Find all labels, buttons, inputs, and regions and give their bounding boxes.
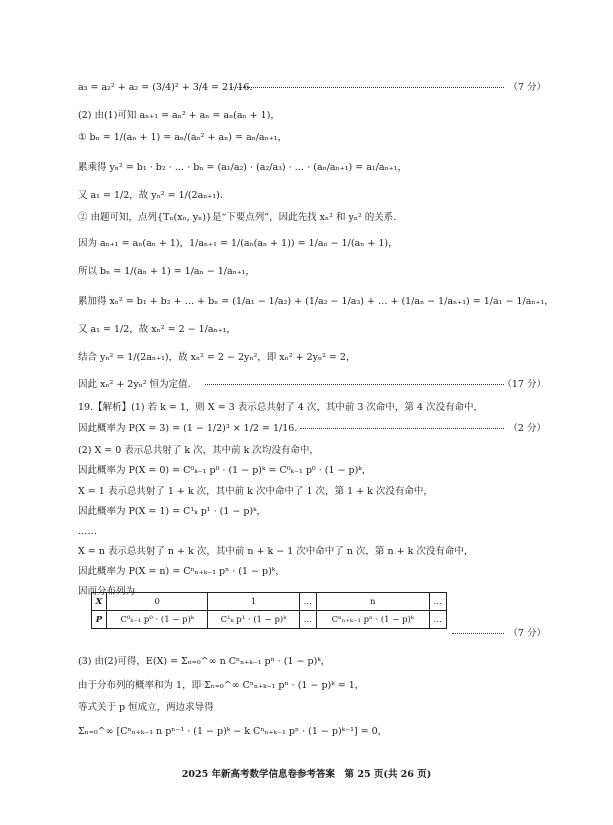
leader-dots <box>300 428 504 429</box>
line-text: X = n 表示总共射了 n + k 次，其中前 n + k − 1 次中命中了 n 次，第 n + k 次没有命中， <box>78 546 474 557</box>
text-line <box>0 652 613 672</box>
text-line <box>0 441 613 461</box>
line-text: 因此概率为 P(X = 1) = C¹ₖ p¹ · (1 − p)ᵏ， <box>78 506 267 517</box>
text-line <box>0 522 613 542</box>
line-text: 19.【解析】(1) 若 k = 1，则 X = 3 表示总共射了 4 次，其中前 3 次命中，第 4 次没有命中， <box>78 402 484 413</box>
table-cell: n <box>316 593 429 611</box>
line-text: 因此概率为 P(X = 3) = (1 − 1/2)³ × 1/2 = 1/16. <box>78 423 298 434</box>
distribution-table <box>91 592 447 629</box>
score-label: （7 分） <box>508 628 546 639</box>
text-line <box>0 502 613 522</box>
text-line <box>0 262 613 282</box>
text-line <box>0 186 613 206</box>
text-line <box>0 398 613 418</box>
text-line <box>0 722 613 742</box>
line-text: (2) X = 0 表示总共射了 k 次，其中前 k 次均没有命中， <box>78 445 319 456</box>
text-line <box>0 676 613 696</box>
table-row-x <box>92 593 447 611</box>
text-line <box>0 375 613 395</box>
line-text: Σₙ₌₀^∞ [Cⁿₙ₊ₖ₋₁ n pⁿ⁻¹ · (1 − p)ᵏ − k Cⁿₙ₊ₖ₋₁ pⁿ · (1 − p)ᵏ⁻¹] = 0， <box>78 726 388 737</box>
text-line <box>0 562 613 582</box>
text-line <box>0 78 613 98</box>
text-line <box>0 128 613 148</box>
score-label: （17 分） <box>502 379 546 390</box>
table-cell: 1 <box>208 593 299 611</box>
page-footer: 2025 年新高考数学信息卷参考答案 第 25 页(共 26 页) <box>181 769 432 780</box>
line-text: X = 1 表示总共射了 1 + k 次，其中前 k 次中命中了 1 次，第 1 + k 次没有命中， <box>78 486 433 497</box>
text-line <box>0 208 613 228</box>
line-text: …… <box>78 526 97 537</box>
table-cell: … <box>299 593 316 611</box>
line-text: (2) 由(1)可知 aₙ₊₁ = aₙ² + aₙ = aₙ(aₙ + 1)， <box>78 110 280 121</box>
text-line <box>0 461 613 481</box>
table-cell: P <box>92 611 107 629</box>
line-text: 因此概率为 P(X = n) = Cⁿₙ₊ₖ₋₁ pⁿ · (1 − p)ᵏ， <box>78 566 285 577</box>
text-line <box>0 292 613 312</box>
table-cell: C¹ₖ p¹ · (1 − p)ᵏ <box>208 611 299 629</box>
score-label: （7 分） <box>508 82 546 93</box>
text-line <box>0 320 613 340</box>
line-text: 因此 xₙ² + 2yₙ² 恒为定值. <box>78 379 191 390</box>
table-cell: X <box>92 593 107 611</box>
score-label: （2 分） <box>508 423 546 434</box>
text-line <box>0 348 613 368</box>
line-text: 结合 yₙ² = 1/(2aₙ₊₁)，故 xₙ² = 2 − 2yₙ²，即 xₙ² + 2yₙ² = 2， <box>78 352 356 363</box>
line-text: 又 a₁ = 1/2，故 yₙ² = 1/(2aₙ₊₁). <box>78 190 223 201</box>
line-text: ② 由题可知，点列{Tₙ(xₙ, yₙ)}是“下要点列”，因此先找 xₙ² 和 yₙ² 的关系. <box>78 212 397 223</box>
line-text: 又 a₁ = 1/2，故 xₙ² = 2 − 1/aₙ₊₁， <box>78 324 236 335</box>
text-line <box>0 234 613 254</box>
line-text: 由于分布列的概率和为 1，即 Σₙ₌₀^∞ Cⁿₙ₊ₖ₋₁ pⁿ · (1 − p)ᵏ = 1， <box>78 680 365 691</box>
table-cell: 0 <box>106 593 207 611</box>
table-cell: … <box>429 593 446 611</box>
text-line <box>0 698 613 718</box>
leader-dots <box>205 384 504 385</box>
table-cell: C⁰ₖ₋₁ p⁰ · (1 − p)ᵏ <box>106 611 207 629</box>
leader-dots <box>452 633 504 634</box>
line-text: 等式关于 p 恒成立，两边求导得 <box>78 702 214 713</box>
line-text: (3) 由(2)可得，E(X) = Σₙ₌₀^∞ n Cⁿₙ₊ₖ₋₁ pⁿ · (1 − p)ᵏ， <box>78 656 331 667</box>
table-cell: … <box>299 611 316 629</box>
line-text: 累加得 xₙ² = b₁ + b₂ + … + bₙ = (1/a₁ − 1/a₂) + (1/a₂ − 1/a₃) + … + (1/aₙ − 1/aₙ₊₁) = 1/a₁ − 1/aₙ₊₁， <box>78 296 554 307</box>
line-text: 所以 bₙ = 1/(aₙ + 1) = 1/aₙ − 1/aₙ₊₁， <box>78 266 256 277</box>
line-text: 因此概率为 P(X = 0) = C⁰ₖ₋₁ p⁰ · (1 − p)ᵏ = C⁰ₖ₋₁ p⁰ · (1 − p)ᵏ， <box>78 465 372 476</box>
table-cell: … <box>429 611 446 629</box>
text-line <box>0 542 613 562</box>
leader-dots <box>230 87 504 88</box>
text-line <box>0 106 613 126</box>
line-text: 累乘得 yₙ² = b₁ · b₂ · … · bₙ = (a₁/a₂) · (a₂/a₃) · … · (aₙ/aₙ₊₁) = a₁/aₙ₊₁， <box>78 162 407 173</box>
text-line <box>0 158 613 178</box>
table-row-p <box>92 611 447 629</box>
line-text: a₃ = a₂² + a₂ = (3/4)² + 3/4 = 21/16. <box>78 82 253 93</box>
line-text: 因为 aₙ₊₁ = aₙ(aₙ + 1)，1/aₙ₊₁ = 1/(aₙ(aₙ + 1)) = 1/aₙ − 1/(aₙ + 1)， <box>78 238 398 249</box>
line-text: ① bₙ = 1/(aₙ + 1) = aₙ/(aₙ² + aₙ) = aₙ/aₙ₊₁， <box>78 132 288 143</box>
line-text: 因而分布列为 <box>78 586 136 597</box>
table-cell: Cⁿₙ₊ₖ₋₁ pⁿ · (1 − p)ᵏ <box>316 611 429 629</box>
text-line <box>0 482 613 502</box>
text-line <box>0 419 613 439</box>
